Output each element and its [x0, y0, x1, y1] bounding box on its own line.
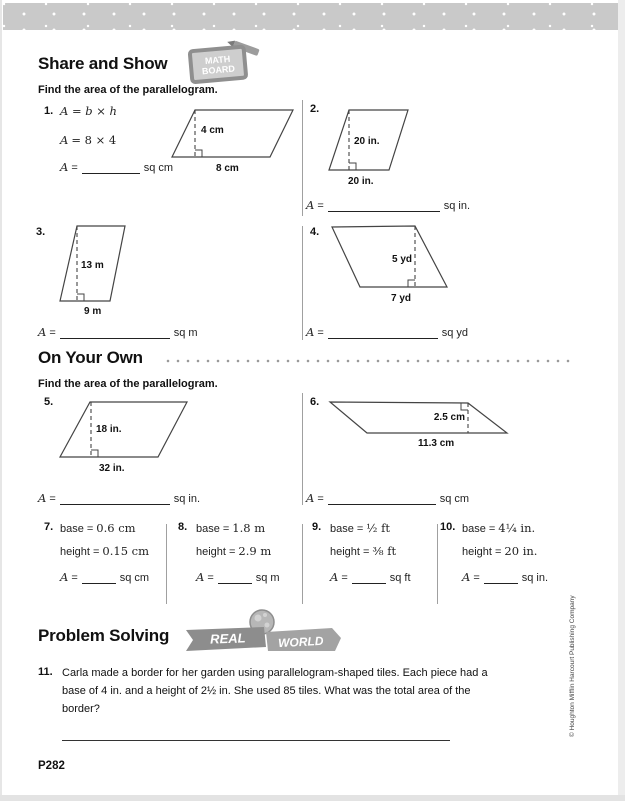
problem-8: base = 1.8 m height = 2.9 m A = sq m — [196, 521, 280, 584]
page-edge-right — [618, 0, 625, 801]
instruction-on-your-own: Find the area of the parallelogram. — [38, 378, 218, 390]
svg-text:11.3 cm: 11.3 cm — [418, 438, 455, 447]
svg-text:13 m: 13 m — [81, 260, 104, 271]
math-board-icon — [183, 38, 263, 86]
svg-text:8 cm: 8 cm — [216, 163, 239, 174]
variable-a: A — [60, 133, 69, 147]
problem-7-number: 7. — [44, 521, 54, 533]
problem-10-answer-blank[interactable] — [484, 572, 518, 584]
variable-a: A — [306, 491, 315, 505]
section-title-share-and-show: Share and Show — [38, 54, 168, 73]
variable-a: A — [330, 570, 339, 584]
page-edge-bottom — [0, 795, 625, 801]
problem-1-answer-blank[interactable] — [82, 162, 140, 174]
svg-text:4 cm: 4 cm — [201, 125, 224, 136]
section-title-problem-solving: Problem Solving — [38, 626, 170, 645]
problem-8-answer-blank[interactable] — [218, 572, 252, 584]
parallelogram-figure-4 — [323, 218, 463, 304]
page-number: P282 — [38, 760, 65, 772]
problem-4-answer-blank[interactable] — [328, 327, 438, 339]
svg-text:REAL: REAL — [209, 630, 246, 647]
svg-text:20 in.: 20 in. — [354, 136, 380, 147]
problem-2-number: 2. — [310, 103, 320, 115]
divider-9-10 — [437, 524, 438, 604]
svg-text:BOARD: BOARD — [201, 63, 236, 77]
problem-7: base = 0.6 cm height = 0.15 cm A = sq cm — [60, 521, 150, 584]
problem-3-answer-blank[interactable] — [60, 327, 170, 339]
problem-6-answer-row: A = sq cm — [306, 491, 470, 505]
divider-5-6 — [302, 393, 303, 505]
problem-2-answer-blank[interactable] — [328, 200, 440, 212]
problem-4-number: 4. — [310, 226, 320, 238]
problem-1-answer-row: A = sq cm — [60, 160, 174, 174]
problem-7-answer-blank[interactable] — [82, 572, 116, 584]
problem-10: base = 4¼ in. height = 20 in. A = sq in. — [462, 521, 549, 584]
problem-4-answer-row: A = sq yd — [306, 325, 469, 339]
divider-7-8 — [166, 524, 167, 604]
divider-8-9 — [302, 524, 303, 604]
problem-3-answer-row: A = sq m — [38, 325, 198, 339]
svg-text:18 in.: 18 in. — [96, 424, 122, 435]
variable-a: A — [38, 491, 47, 505]
problem-5-answer-row: A = sq in. — [38, 491, 201, 505]
problem-1-substitution: A = 8 × 4 — [60, 133, 117, 147]
variable-a: A — [306, 325, 315, 339]
copyright-notice: © Houghton Mifflin Harcourt Publishing Company — [569, 595, 576, 737]
problem-9-number: 9. — [312, 521, 322, 533]
svg-text:5 yd: 5 yd — [391, 254, 412, 265]
problem-11-answer-line[interactable] — [62, 740, 450, 741]
svg-text:32 in.: 32 in. — [99, 463, 125, 474]
section-title-on-your-own: On Your Own — [38, 348, 143, 367]
svg-text:7 yd: 7 yd — [391, 293, 412, 304]
svg-text:MATH: MATH — [204, 53, 231, 67]
problem-11-text: Carla made a border for her garden using parallelogram-shaped tiles. Each piece had a base of 4 in. and a height of 2½ in. She used 85 tiles. What was the total area of the border? — [62, 667, 488, 715]
problem-9-answer-blank[interactable] — [352, 572, 386, 584]
problem-9: base = ½ ft height = ⅜ ft A = sq ft — [330, 521, 411, 584]
problem-5-answer-blank[interactable] — [60, 493, 170, 505]
problem-5-number: 5. — [44, 396, 54, 408]
variable-a: A — [60, 570, 69, 584]
problem-10-number: 10. — [440, 521, 456, 533]
real-world-icon — [180, 606, 345, 658]
problem-3-number: 3. — [36, 226, 46, 238]
variable-a: A — [38, 325, 47, 339]
page-edge-left — [0, 0, 2, 801]
parallelogram-figure-6 — [318, 391, 520, 447]
svg-text:9 m: 9 m — [84, 306, 102, 314]
problem-1-formula: A = b × h — [60, 104, 117, 118]
problem-8-number: 8. — [178, 521, 188, 533]
divider-1-2 — [302, 100, 303, 216]
variable-a: A — [196, 570, 205, 584]
svg-text:WORLD: WORLD — [277, 633, 324, 651]
svg-text:20 in.: 20 in. — [348, 176, 374, 187]
dotted-leader — [163, 359, 570, 363]
problem-11-number: 11. — [38, 666, 53, 678]
parallelogram-figure-5 — [43, 393, 198, 475]
variable-a: A — [306, 198, 315, 212]
problem-2-answer-row: A = sq in. — [306, 198, 471, 212]
svg-text:2.5 cm: 2.5 cm — [433, 412, 465, 423]
divider-3-4 — [302, 226, 303, 340]
parallelogram-figure-2 — [318, 97, 426, 187]
variable-a: A — [60, 160, 69, 174]
problem-1-number: 1. — [44, 105, 54, 117]
parallelogram-figure-1 — [158, 100, 303, 174]
problem-6-answer-blank[interactable] — [328, 493, 436, 505]
problem-6-number: 6. — [310, 396, 320, 408]
instruction-share-and-show: Find the area of the parallelogram. — [38, 84, 218, 96]
parallelogram-figure-3 — [48, 218, 140, 314]
variable-a: A — [462, 570, 471, 584]
dotted-border-band — [3, 3, 618, 30]
